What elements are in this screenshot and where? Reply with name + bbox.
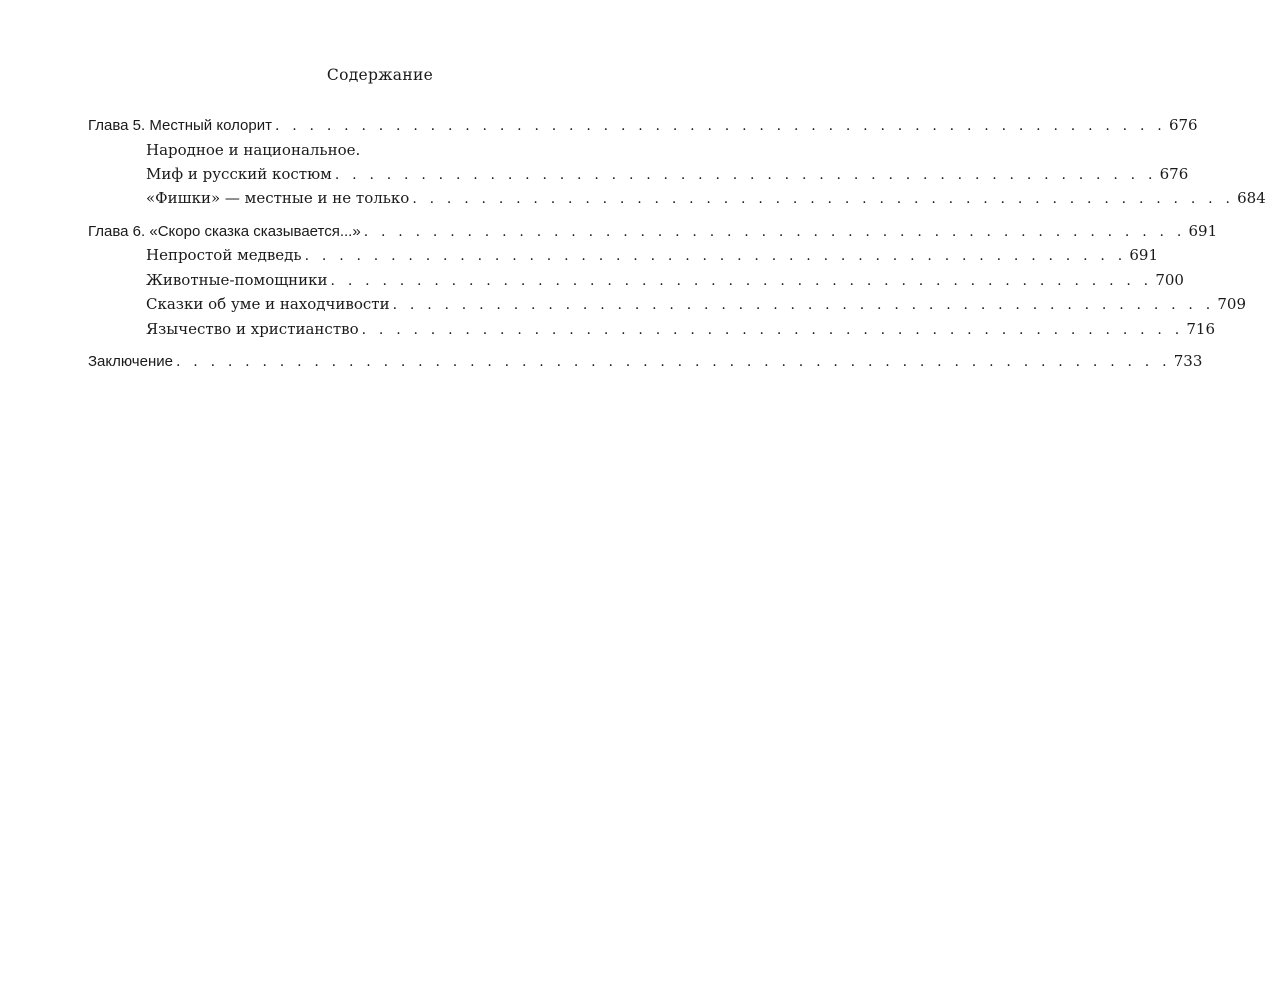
leader-dots: . . . . . . . . . . . . . . . . . . . . . . . . . . . . . . . . . . . . . . . . . . . . . . . . (304, 248, 1127, 264)
toc-entry-label: Миф и русский костюм (146, 164, 332, 183)
table-of-contents (88, 116, 1266, 377)
toc-entry-label: Непростой медведь (146, 246, 302, 264)
toc-entry-animal-helpers[interactable] (88, 270, 1184, 296)
toc-entry-label: Глава 5. Местный колорит (88, 117, 272, 134)
leader-dots: . . . . . . . . . . . . . . . . . . . . . . . . . . . . . . . . . . . . . . . . . . . . . . . . (334, 166, 1157, 183)
toc-entry-label: Сказки об уме и находчивости (146, 295, 390, 313)
toc-entry-label: «Фишки» — местные и не только (146, 189, 410, 207)
leader-dots: . . . . . . . . . . . . . . . . . . . . . . . . . . . . . . . . . . . . . . . . . . . . . . . . (330, 272, 1153, 289)
section-gap (88, 344, 672, 352)
toc-entry-page: 676 (1159, 164, 1189, 183)
toc-entry-page: 709 (1217, 295, 1247, 313)
leader-dots: . . . . . . . . . . . . . . . . . . . . . . . . . . . . . . . . . . . . . . . . . . . . . . . . . . . . (274, 118, 1166, 134)
toc-entry-fishki[interactable] (88, 189, 1266, 214)
toc-entry-wit-tales[interactable] (88, 295, 1247, 320)
toc-entry-line: Народное и национальное. (146, 140, 361, 159)
toc-entry-paganism[interactable] (88, 319, 1216, 345)
toc-entry-bear[interactable] (88, 246, 1159, 271)
toc-entry-page: 684 (1237, 189, 1266, 207)
toc-entry-myth-costume[interactable] (88, 164, 1189, 190)
leader-dots: . . . . . . . . . . . . . . . . . . . . . . . . . . . . . . . . . . . . . . . . . . . . . . . . (412, 191, 1235, 207)
toc-entry-page: 691 (1188, 221, 1218, 240)
toc-entry-label: Язычество и христианство (146, 319, 359, 338)
toc-entry-chapter-5[interactable] (88, 116, 1198, 141)
toc-entry-label: Животные-помощники (146, 270, 328, 289)
toc-entry-label: Заключение (88, 353, 173, 370)
toc-entry-label: Глава 6. «Скоро сказка сказывается...» (88, 222, 361, 240)
toc-entry-page: 676 (1168, 116, 1198, 134)
toc-entry-page: 700 (1155, 270, 1184, 289)
toc-entry-page: 733 (1173, 352, 1203, 370)
toc-entry-chapter-6[interactable] (88, 221, 1218, 247)
leader-dots: . . . . . . . . . . . . . . . . . . . . . . . . . . . . . . . . . . . . . . . . . . . . . . . . . . . . . . . . . . (175, 354, 1171, 370)
toc-entry-page: 691 (1129, 246, 1159, 264)
leader-dots: . . . . . . . . . . . . . . . . . . . . . . . . . . . . . . . . . . . . . . . . . . . . . . . . (392, 297, 1215, 313)
section-gap (88, 214, 672, 222)
toc-entry-conclusion[interactable] (88, 352, 1203, 377)
leader-dots: . . . . . . . . . . . . . . . . . . . . . . . . . . . . . . . . . . . . . . . . . . . . . . . . (361, 321, 1184, 338)
page-title: Содержание (326, 66, 434, 84)
toc-entry-page: 716 (1186, 319, 1216, 338)
leader-dots: . . . . . . . . . . . . . . . . . . . . . . . . . . . . . . . . . . . . . . . . . . . . . . . . (363, 223, 1186, 240)
